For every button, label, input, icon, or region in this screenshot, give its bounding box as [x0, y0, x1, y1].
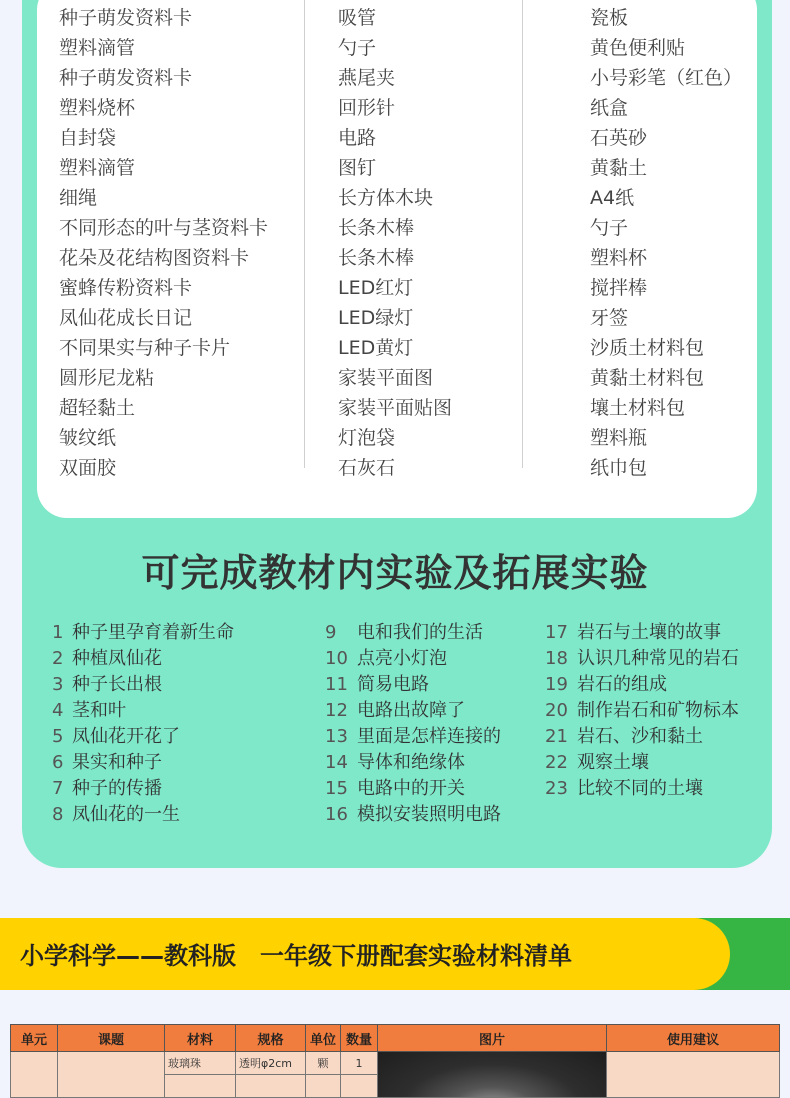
spec-cell	[236, 1075, 306, 1098]
material-item: 回形针	[338, 97, 396, 119]
experiment-number: 20	[545, 700, 568, 721]
material-item: 细绳	[59, 187, 98, 209]
column-divider	[304, 0, 305, 468]
experiment-number: 22	[545, 752, 568, 773]
experiment-item	[52, 646, 162, 672]
materials-list-card	[37, 0, 757, 518]
material-item: 种子萌发资料卡	[59, 67, 193, 89]
column-divider	[522, 0, 523, 468]
experiment-title: 观察土壤	[577, 752, 649, 773]
experiment-item	[545, 750, 649, 776]
experiment-title: 电路出故障了	[357, 700, 465, 721]
experiment-item	[325, 750, 465, 776]
material-cell: 玻璃珠	[165, 1052, 236, 1075]
table-row	[11, 1052, 780, 1075]
material-item: 双面胶	[59, 457, 117, 479]
experiment-number: 5	[52, 726, 64, 747]
experiment-title: 岩石与土壤的故事	[577, 622, 721, 643]
material-item: 纸盒	[590, 97, 629, 119]
experiment-title: 凤仙花开花了	[72, 726, 180, 747]
material-item: 自封袋	[59, 127, 117, 149]
experiments-headline: 可完成教材内实验及拓展实验	[141, 551, 649, 595]
material-item: 不同形态的叶与茎资料卡	[59, 217, 269, 239]
material-item: 塑料瓶	[590, 427, 648, 449]
experiment-item	[545, 620, 721, 646]
experiment-item	[325, 724, 501, 750]
material-item: 电路	[338, 127, 377, 149]
experiment-title: 凤仙花的一生	[72, 804, 180, 825]
experiment-item	[52, 620, 234, 646]
experiment-number: 9	[325, 622, 337, 643]
material-item: 勺子	[590, 217, 629, 239]
material-item: 皱纹纸	[59, 427, 117, 449]
material-item: 小号彩笔（红色）	[590, 67, 743, 89]
experiment-title: 岩石、沙和黏土	[577, 726, 703, 747]
header-usage-tips: 使用建议	[607, 1025, 780, 1052]
material-item: 种子萌发资料卡	[59, 7, 193, 29]
experiment-item	[52, 724, 180, 750]
experiment-number: 4	[52, 700, 64, 721]
material-item: 家装平面图	[338, 367, 434, 389]
experiment-number: 8	[52, 804, 64, 825]
experiment-item	[325, 646, 447, 672]
material-item: 花朵及花结构图资料卡	[59, 247, 250, 269]
experiment-number: 23	[545, 778, 568, 799]
material-item: 长条木棒	[338, 247, 415, 269]
experiment-item	[545, 724, 703, 750]
material-item: 长方体木块	[338, 187, 434, 209]
header-picture: 图片	[378, 1025, 607, 1052]
material-item: 石灰石	[338, 457, 396, 479]
measure-unit-cell	[306, 1075, 341, 1098]
experiment-number: 16	[325, 804, 348, 825]
experiment-item	[52, 698, 126, 724]
header-material: 材料	[165, 1025, 236, 1052]
experiment-number: 10	[325, 648, 348, 669]
material-item: 瓷板	[590, 7, 629, 29]
experiment-title: 比较不同的土壤	[577, 778, 703, 799]
material-item: 家装平面贴图	[338, 397, 453, 419]
material-item: 石英砂	[590, 127, 648, 149]
material-item: 图钉	[338, 157, 377, 179]
experiment-number: 21	[545, 726, 568, 747]
experiment-number: 2	[52, 648, 64, 669]
material-item: 勺子	[338, 37, 377, 59]
experiment-number: 3	[52, 674, 64, 695]
experiment-title: 种子里孕育着新生命	[72, 622, 234, 643]
material-item: 纸巾包	[590, 457, 648, 479]
experiment-item	[545, 776, 703, 802]
experiment-item	[545, 698, 739, 724]
header-unit: 单元	[11, 1025, 58, 1052]
measure-unit-cell: 颗	[306, 1052, 341, 1075]
experiment-title: 种子的传播	[72, 778, 162, 799]
experiment-title: 简易电路	[357, 674, 429, 695]
header-topic: 课题	[58, 1025, 165, 1052]
material-item: 不同果实与种子卡片	[59, 337, 231, 359]
material-item: 超轻黏土	[59, 397, 136, 419]
quantity-cell	[341, 1075, 378, 1098]
topic-cell	[58, 1052, 165, 1098]
experiment-number: 7	[52, 778, 64, 799]
material-item: 长条木棒	[338, 217, 415, 239]
material-photo	[378, 1052, 607, 1098]
experiment-number: 19	[545, 674, 568, 695]
experiment-title: 电和我们的生活	[357, 622, 483, 643]
experiment-number: 12	[325, 700, 348, 721]
experiment-title: 导体和绝缘体	[357, 752, 465, 773]
material-item: 黄黏土	[590, 157, 648, 179]
header-spec: 规格	[236, 1025, 306, 1052]
material-item: 塑料烧杯	[59, 97, 136, 119]
experiment-number: 14	[325, 752, 348, 773]
header-quantity: 数量	[341, 1025, 378, 1052]
material-item: 搅拌棒	[590, 277, 648, 299]
spec-cell: 透明φ2cm	[236, 1052, 306, 1075]
material-item: 壤土材料包	[590, 397, 686, 419]
material-item: 圆形尼龙粘	[59, 367, 155, 389]
experiment-item	[325, 776, 465, 802]
experiment-number: 18	[545, 648, 568, 669]
experiment-item	[325, 698, 465, 724]
material-item: LED绿灯	[338, 307, 414, 329]
material-item: 灯泡袋	[338, 427, 396, 449]
experiment-item	[325, 802, 501, 828]
material-item: 黄黏土材料包	[590, 367, 705, 389]
experiment-title: 茎和叶	[72, 700, 126, 721]
material-item: 塑料杯	[590, 247, 648, 269]
experiment-item	[52, 776, 162, 802]
experiment-item	[325, 672, 429, 698]
materials-table	[10, 1024, 779, 1098]
experiment-item	[545, 646, 739, 672]
material-item: A4纸	[590, 187, 635, 209]
material-item: 沙质土材料包	[590, 337, 705, 359]
experiment-title: 种植凤仙花	[72, 648, 162, 669]
experiment-number: 11	[325, 674, 348, 695]
experiment-item	[52, 802, 180, 828]
material-item: 蜜蜂传粉资料卡	[59, 277, 193, 299]
experiment-title: 制作岩石和矿物标本	[577, 700, 739, 721]
experiment-title: 里面是怎样连接的	[357, 726, 501, 747]
experiment-title: 模拟安装照明电路	[357, 804, 501, 825]
unit-cell	[11, 1052, 58, 1098]
experiment-number: 6	[52, 752, 64, 773]
experiment-title: 认识几种常见的岩石	[577, 648, 739, 669]
material-item: 燕尾夹	[338, 67, 396, 89]
experiment-number: 17	[545, 622, 568, 643]
experiment-title: 岩石的组成	[577, 674, 667, 695]
glass-bead-image	[378, 1052, 606, 1097]
material-cell	[165, 1075, 236, 1098]
experiment-item	[52, 672, 162, 698]
experiment-number: 1	[52, 622, 64, 643]
material-item: 牙签	[590, 307, 629, 329]
material-item: 凤仙花成长日记	[59, 307, 193, 329]
banner-title: 小学科学——教科版 一年级下册配套实验材料清单	[20, 942, 572, 970]
table-header-row	[11, 1025, 780, 1052]
experiment-title: 点亮小灯泡	[357, 648, 447, 669]
material-item: 塑料滴管	[59, 157, 136, 179]
experiment-title: 电路中的开关	[357, 778, 465, 799]
material-item: 黄色便利贴	[590, 37, 686, 59]
material-item: 吸管	[338, 7, 377, 29]
material-item: LED红灯	[338, 277, 414, 299]
header-measure-unit: 单位	[306, 1025, 341, 1052]
experiment-title: 果实和种子	[72, 752, 162, 773]
experiment-item	[52, 750, 162, 776]
experiment-number: 15	[325, 778, 348, 799]
experiment-item	[325, 620, 483, 646]
experiment-item	[545, 672, 667, 698]
material-item: LED黄灯	[338, 337, 414, 359]
quantity-cell: 1	[341, 1052, 378, 1075]
experiment-title: 种子长出根	[72, 674, 162, 695]
material-item: 塑料滴管	[59, 37, 136, 59]
usage-tips-cell	[607, 1052, 780, 1098]
experiment-number: 13	[325, 726, 348, 747]
